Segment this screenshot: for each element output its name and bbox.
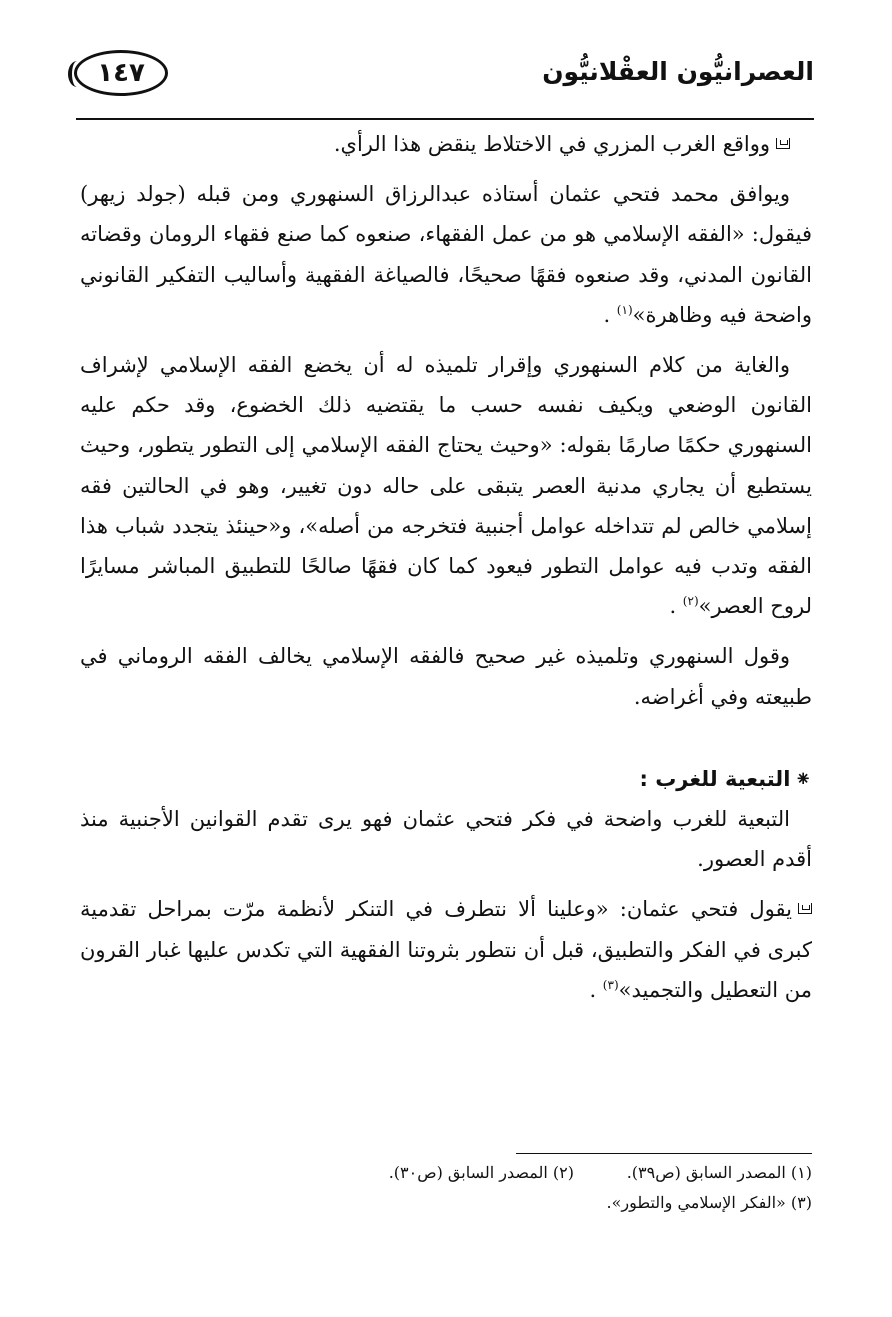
footnote-rule [516, 1153, 812, 1154]
paragraph-3-end: . [669, 594, 683, 619]
section-heading-text: التبعية للغرب : [639, 766, 791, 791]
paragraph-3-text: والغاية من كلام السنهوري وإقرار تلميذه له أن يخضع الفقه الإسلامي لإشراف القانون الوضعي ويكيف نفسه حسب ما يقتضيه ذلك الخضوع، وقد حكم عليه السنهوري حكمًا صارمًا بقوله: «وحيث يحتاج الفقه الإسلامي إلى التطور يتطور، وحيث يستطيع أن يجاري مدنية العصر يتبقى على حاله دون تغيير، وهو في الحالتين فقه إسلامي خالص لم تتداخله عوامل أجنبية فتخرجه من أصله»، و«حينئذ يتجدد شباب هذا الفقه وتدب فيه عوامل التطور فيعود كما كان فقهًا صالحًا للتطبيق المباشر مسايرًا لروح العصر» [80, 353, 812, 619]
footnote-2-number: (٢) [552, 1163, 574, 1182]
footnote-row [80, 1158, 812, 1188]
quote-marker-icon [798, 903, 812, 914]
footnote-2-text: المصدر السابق (ص٣٠). [388, 1163, 553, 1182]
body-text [80, 124, 812, 1010]
footnote-1-text: المصدر السابق (ص٣٩). [626, 1163, 791, 1182]
paragraph-1 [80, 124, 812, 164]
footnote-3-text: «الفكر الإسلامي والتطور». [606, 1193, 791, 1212]
footnote-3 [606, 1188, 812, 1218]
paragraph-3 [80, 345, 812, 626]
paragraph-2 [80, 174, 812, 335]
paragraph-6-end: . [589, 977, 603, 1002]
quote-marker-icon [776, 138, 790, 149]
footnote-ref-1: (١) [616, 302, 633, 317]
section-heading [80, 759, 812, 799]
paragraph-2-end: . [603, 302, 617, 327]
paragraph-2-text: ويوافق محمد فتحي عثمان أستاذه عبدالرزاق السنهوري ومن قبله (جولد زيهر) فيقول: «الفقه الإسلامي هو من عمل الفقهاء، صنعوه كما صنع فقهاء الرومان وقضاته القانون المدني، وقد صنعوه فقهًا صحيحًا، فالصياغة الفقهية وأساليب التفكير القانوني واضحة فيه وظاهرة» [80, 182, 812, 327]
paragraph-5 [80, 799, 812, 879]
footnote-1-number: (١) [790, 1163, 812, 1182]
running-title: العصرانيُّون العقْلانيُّون [542, 57, 814, 86]
footnotes [80, 1158, 812, 1218]
footnote-2 [389, 1158, 574, 1188]
footnote-row [80, 1188, 812, 1218]
header-rule [76, 118, 814, 120]
paragraph-6 [80, 889, 812, 1010]
footnote-ref-3: (٣) [602, 977, 619, 992]
star-icon: ⁕ [794, 766, 812, 791]
paragraph-5-text: التبعية للغرب واضحة في فكر فتحي عثمان فهو يرى تقدم القوانين الأجنبية منذ أقدم العصور. [80, 807, 812, 872]
footnote-1 [574, 1158, 812, 1188]
page-number: ١٤٧ [74, 50, 168, 96]
paragraph-4-text: وقول السنهوري وتلميذه غير صحيح فالفقه الإسلامي يخالف الفقه الروماني في طبيعته وفي أغراضه. [80, 644, 812, 709]
paragraph-6-text: يقول فتحي عثمان: «وعلينا ألا نتطرف في التنكر لأنظمة مرّت بمراحل تقدمية كبرى في الفكر والتطبيق، قبل أن نتطور بثروتنا الفقهية التي تكدس عليها غبار القرون من التعطيل والتجميد» [80, 897, 812, 1002]
footnote-3-number: (٣) [790, 1193, 812, 1212]
paragraph-1-text: وواقع الغرب المزري في الاختلاط ينقض هذا الرأي. [333, 132, 770, 156]
paragraph-4 [80, 636, 812, 716]
footnote-ref-2: (٢) [682, 594, 699, 609]
